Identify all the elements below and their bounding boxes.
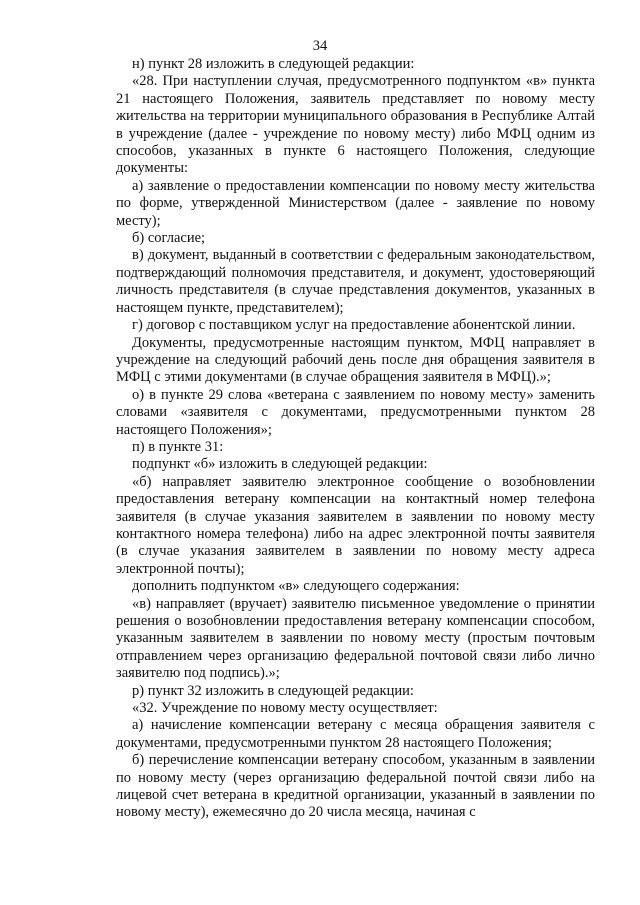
paragraph: подпункт «б» изложить в следующей редакции:: [132, 456, 428, 473]
paragraph: г) договор с поставщиком услуг на предоставление абонентской линии.: [132, 317, 576, 334]
paragraph: б) перечисление компенсации ветерану способом, указанным в заявлении по новому месту (через организацию федеральной почтой связи либо на лицевой счет ветерана в кредитной организации, указанный в заявлении по новому месту), ежемесячно до 20 числа месяца, начиная с: [116, 752, 595, 821]
paragraph: р) пункт 32 изложить в следующей редакции:: [132, 682, 414, 699]
page-number: 34: [312, 38, 328, 54]
paragraph: а) начисление компенсации ветерану с месяца обращения заявителя с документами, предусмотренными пунктом 28 настоящего Положения;: [116, 717, 595, 751]
paragraph: дополнить подпунктом «в» следующего содержания:: [132, 578, 460, 595]
paragraph: в) документ, выданный в соответствии с федеральным законодательством, подтверждающий полномочия представителя, и документ, удостоверяющий личность представителя (в случае представления документов, указанных в настоящем пункте, представителем);: [116, 247, 595, 316]
paragraph: а) заявление о предоставлении компенсации по новому месту жительства по форме, утвержденной Министерством (далее - заявление по новому месту);: [116, 177, 595, 229]
paragraph: б) согласие;: [132, 230, 206, 247]
paragraph: «в) направляет (вручает) заявителю письменное уведомление о принятии решения о возобновлении предоставления ветерану компенсации способом, указанным заявителем в заявлении по новому месту (простым почтовым отправлением через организацию федеральной почтовой связи либо лично заявителю под подпись).»;: [116, 595, 595, 682]
paragraph: Документы, предусмотренные настоящим пунктом, МФЦ направляет в учреждение на следующий рабочий день после дня обращения заявителя в МФЦ с этими документами (в случае обращения заявителя в МФЦ).»;: [116, 334, 595, 386]
document-body: [116, 56, 595, 822]
paragraph: «б) направляет заявителю электронное сообщение о возобновлении предоставления ветерану компенсации на контактный номер телефона заявителя (в случае указания заявителем в заявлении по новому месту контактного номера телефона) либо на адрес электронной почты заявителя (в случае указания заявителем в заявлении по новому месту адреса электронной почты);: [116, 473, 595, 577]
paragraph: о) в пункте 29 слова «ветерана с заявлением по новому месту» заменить словами «заявителя с документами, предусмотренными пунктом 28 настоящего Положения»;: [116, 386, 595, 438]
paragraph: «32. Учреждение по новому месту осуществляет:: [132, 700, 438, 717]
paragraph: п) в пункте 31:: [132, 438, 224, 455]
paragraph: н) пункт 28 изложить в следующей редакции:: [132, 56, 415, 72]
paragraph: «28. При наступлении случая, предусмотренного подпунктом «в» пункта 21 настоящего Положения, заявитель представляет по новому месту жительства на территории муниципального образования в Республике Алтай в учреждение (далее - учреждение по новому месту) либо МФЦ одним из способов, указанных в пункте 6 настоящего Положения, следующие документы:: [116, 73, 595, 177]
